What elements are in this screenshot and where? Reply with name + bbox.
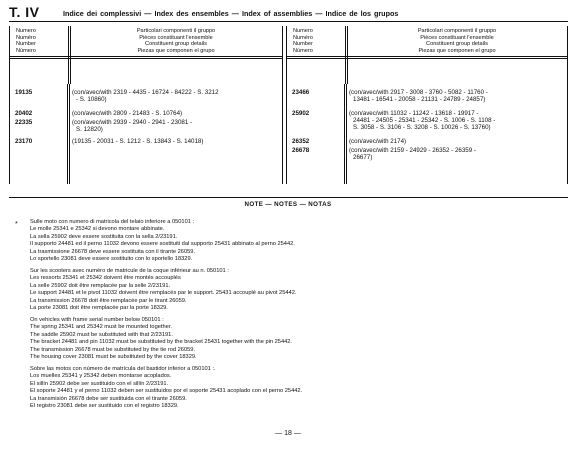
- column-divider: [68, 26, 69, 84]
- table-border: [286, 84, 287, 184]
- part-number: 23466: [292, 89, 310, 96]
- table-header-left: [9, 26, 283, 84]
- header-rule: [10, 58, 282, 59]
- table-header-right: [286, 26, 568, 84]
- header-rule: [287, 58, 567, 59]
- table-border: [282, 84, 283, 184]
- notes-heading: NOTE — NOTES — NOTAS: [244, 201, 332, 208]
- part-number: 25902: [292, 110, 310, 117]
- note-paragraph-es: Sobre las motos con número de matrícula del bastidor inferior a 050101 :. Los muelles 25341 y 25342 deben montarse acoplados. El sillín 25902 debe ser sustituido con el sillín 2/23191. El soporte 24481 y el perno 11032 deben ser sustituidos por el soporte 25431 acoplado con el perno 25442. La transmisión 26678 debe ser sustituida con el tirante 26059. El registro 23081 debe ser sustituido con el registro 18329.: [30, 366, 303, 410]
- number-column-header: Numero Numéro Number Número: [293, 28, 313, 54]
- description-column-header: Particolari componenti il gruppo Pièces constituant l'ensemble Constituent group details Piezas que componen el grupo: [136, 28, 216, 54]
- part-number: 26678: [292, 147, 310, 154]
- part-number: 26352: [292, 138, 310, 145]
- row-description: (con/avec/with 2917 - 3008 - 3760 - 5082 - 11760 - 13481 - 16541 - 20058 - 21131 - 24789 - 24857): [349, 89, 488, 104]
- part-number: 22335: [15, 119, 33, 126]
- column-divider: [70, 26, 71, 84]
- page-title: Indice dei complessivi — Index des ensembles — Index of assemblies — Indice de los grupos: [63, 9, 399, 18]
- note-paragraph-en: On vehicles with frame serial number below 050101 : The spring 25341 and 25342 must be mounted together. The saddle 25902 must be substituted with that 2/23191. The bracket 24481 and pin 11032 must be substituted by the bracket 25431 together with the pin 25442. The transmission 26678 must be substituted by the tie rod 26059. The housing cover 23081 must be substituted by the cover 18329.: [30, 317, 293, 361]
- row-description: (con/avec/with 2319 - 4435 - 16724 - 84222 - S. 3212 - S. 10860): [72, 89, 219, 104]
- table-border: [344, 84, 345, 184]
- table-border: [567, 84, 568, 184]
- part-number: 19135: [15, 89, 33, 96]
- note-paragraph-fr: Sur les scooters avec numéro de matricule de la coque inférieur au n. 050101 : Les ressorts 25341 et 25342 doivent être montés accouplés La selle 25902 doit être remplacée par la selle 2/23191. Le support 24481 et le pivot 11032 doivent être remplacés par le support. 25431 accouplé au pivot 25442. La transmission 26678 doit être remplacée par le tirant 26059. La porte 23081 doit être remplacée par la porte 18329.: [30, 268, 297, 312]
- table-border: [67, 84, 68, 184]
- notes-marker: *: [15, 221, 18, 228]
- table-border: [69, 84, 70, 184]
- top-rule: [9, 21, 568, 22]
- header-rule: [10, 56, 282, 57]
- table-border: [9, 84, 10, 184]
- page-number: — 18 —: [275, 430, 301, 437]
- part-number: 20402: [15, 110, 33, 117]
- row-description: (con/avec/with 2939 - 2940 - 2941 - 23081 - S. 12820): [72, 119, 193, 134]
- row-description: (con/avec/with 2809 - 21483 - S. 10764): [72, 110, 183, 117]
- notes-rule: [9, 197, 568, 198]
- note-paragraph-it: Sulle moto con numero di matricola del telaio inferiore a 050101 : Le molle 25341 e 25342 si devono montare abbinate. La sella 25902 deve essere sostituita con la sella 2/23191. Il supporto 24481 ed il perno 11032 devono essere sostituiti dal supporto 25431 abbinato al perno 25442. La trasmissione 26678 deve essere sostituita con il tirante 26059. Lo sportello 23081 deve essere sostituito con lo sportello 18329.: [30, 219, 295, 263]
- row-description: (con/avec/with 2174): [349, 138, 407, 145]
- part-number: 23170: [15, 138, 33, 145]
- row-description: (19135 - 20031 - S. 1212 - S. 13843 - S. 14018): [72, 138, 204, 145]
- column-divider: [347, 26, 348, 84]
- header-rule: [287, 56, 567, 57]
- table-border: [346, 84, 347, 184]
- row-description: (con/avec/with 11032 - 11242 - 13618 - 19917 - 24481 - 24505 - 25341 - 25342 - S. 1006 - S. 1108 - S. 3058 - S. 3106 - S. 3208 - S. 10026 - S. 13760): [349, 110, 496, 132]
- section-label: T. IV: [9, 4, 40, 20]
- description-column-header: Particolari componenti il gruppo Pièces constituant l'ensemble Constituent group details Piezas que componen el grupo: [417, 28, 497, 54]
- row-description: (con/avec/with 2159 - 24929 - 26352 - 26359 - 26677): [349, 147, 476, 162]
- number-column-header: Numero Numéro Number Número: [16, 28, 36, 54]
- column-divider: [345, 26, 346, 84]
